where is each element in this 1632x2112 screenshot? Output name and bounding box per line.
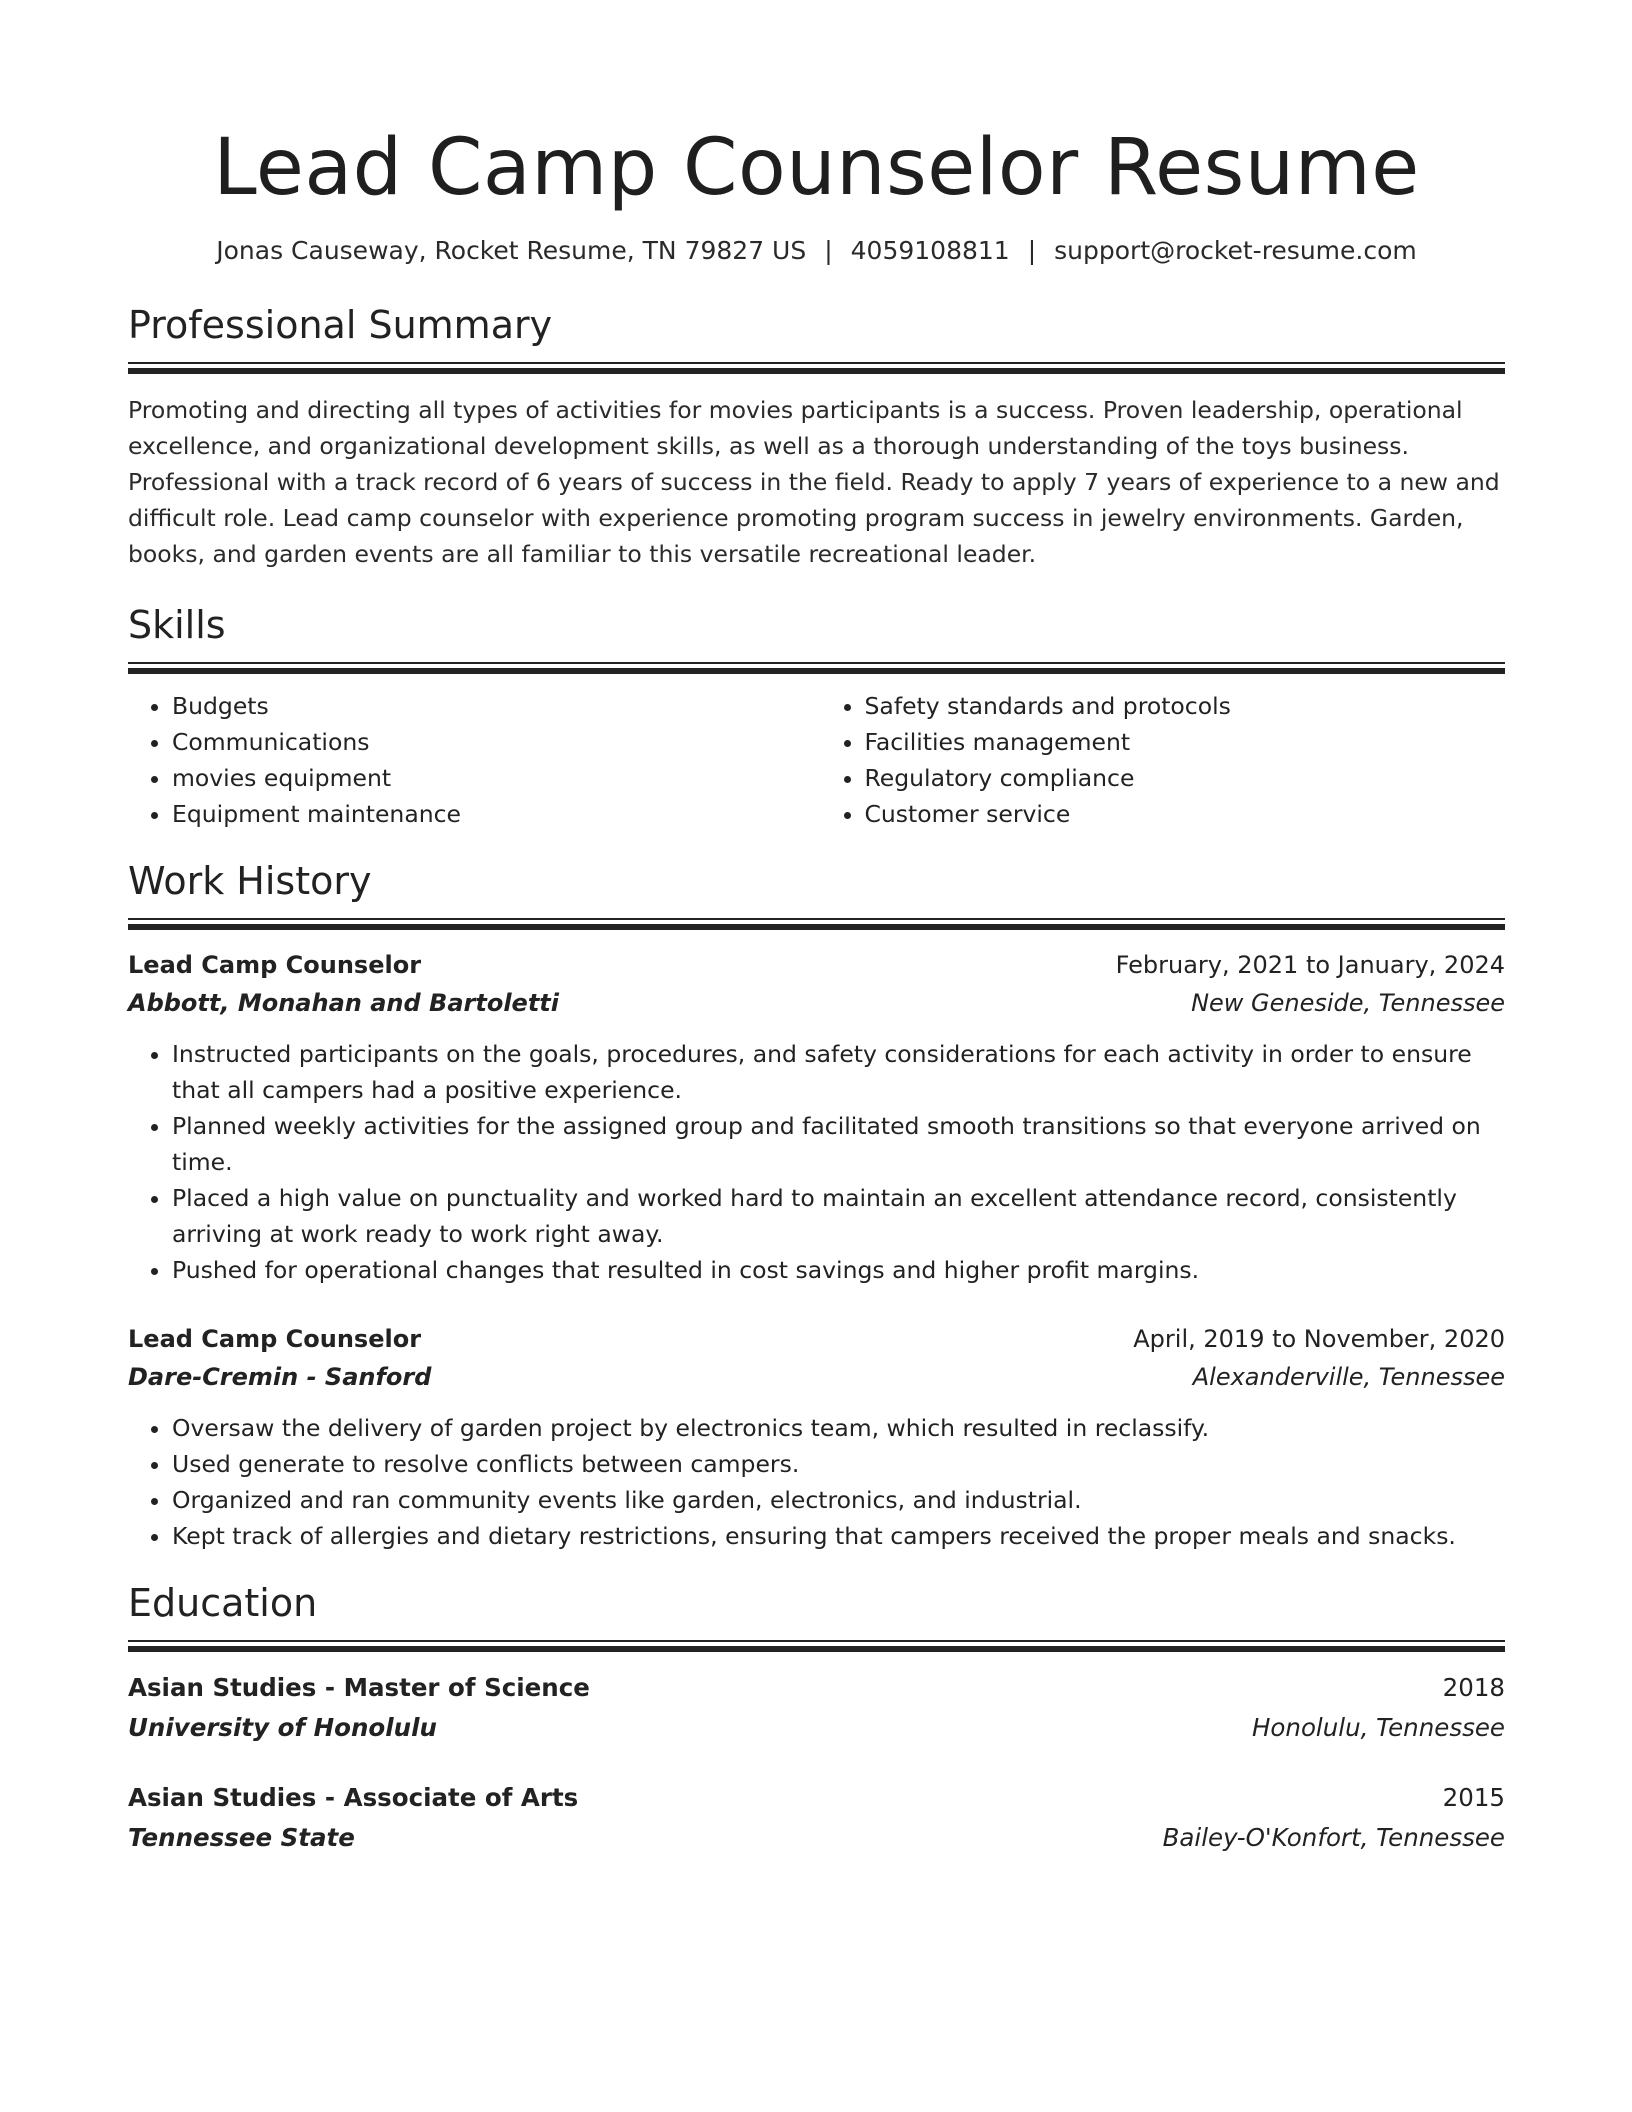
education-location: Bailey-O'Konfort, Tennessee [1162,1823,1505,1852]
skill-item: • Facilities management [865,724,1506,760]
job-dates: April, 2019 to November, 2020 [1133,1325,1505,1353]
section-divider [128,662,1505,674]
job-location: Alexanderville, Tennessee [1192,1363,1505,1391]
section-divider [128,1640,1505,1652]
education-header [128,1778,1505,1818]
education-year: 2015 [1442,1783,1505,1812]
job-bullet: • Organized and ran community events like garden, electronics, and industrial. [172,1482,1505,1518]
skill-item: • Equipment maintenance [172,796,817,832]
contact-separator: | [1027,236,1037,265]
job-title: Lead Camp Counselor [128,951,422,979]
education-year: 2018 [1442,1673,1505,1702]
skills-section [128,602,1505,832]
education-school: University of Honolulu [128,1713,437,1742]
education-header [128,1668,1505,1708]
job-title: Lead Camp Counselor [128,1325,422,1353]
skill-item: • Regulatory compliance [865,760,1506,796]
skill-item: • Safety standards and protocols [865,688,1506,724]
skill-item: • Customer service [865,796,1506,832]
work-section [128,858,1505,1554]
page-title: Lead Camp Counselor Resume [213,123,1420,213]
job-subheader [128,1358,1505,1396]
job-bullet: • Oversaw the delivery of garden project by electronics team, which resulted in reclassify. [172,1410,1505,1446]
job-bullet: • Placed a high value on punctuality and worked hard to maintain an excellent attendance record, consistently arriving at work ready to work right away. [172,1180,1505,1252]
skills-heading: Skills [128,603,226,647]
education-subheader [128,1708,1505,1748]
job-bullet: • Planned weekly activities for the assigned group and facilitated smooth transitions so that everyone arrived on time. [172,1108,1505,1180]
skills-list [128,688,1505,832]
skills-column-left [128,688,817,832]
job-bullets [128,1036,1505,1288]
section-divider [128,362,1505,374]
education-subheader [128,1818,1505,1858]
resume-page [128,0,1505,1858]
job-bullet: • Kept track of allergies and dietary restrictions, ensuring that campers received the proper meals and snacks. [172,1518,1505,1554]
section-divider [128,918,1505,930]
job-header [128,946,1505,984]
skill-item: • Budgets [172,688,817,724]
education-entry [128,1668,1505,1748]
job-company: Abbott, Monahan and Bartoletti [128,989,559,1017]
job-bullet: • Pushed for operational changes that resulted in cost savings and higher profit margins. [172,1252,1505,1288]
summary-text: Promoting and directing all types of activities for movies participants is a success. Proven leadership, operational excellence, and organizational development skills, as well as a thorough understanding of the toys business. Professional with a track record of 6 years of success in the field. Ready to apply 7 years of experience to a new and difficult role. Lead camp counselor with experience promoting program success in jewelry environments. Garden, books, and garden events are all familiar to this versatile recreational leader. [128,396,1500,568]
education-location: Honolulu, Tennessee [1252,1713,1505,1742]
contact-line [128,234,1505,268]
skills-column-right [817,688,1506,832]
job-entry [128,946,1505,1288]
job-header [128,1320,1505,1358]
contact-email: support@rocket-resume.com [1054,236,1417,265]
education-section [128,1580,1505,1858]
skill-item: • movies equipment [172,760,817,796]
contact-address: Jonas Causeway, Rocket Resume, TN 79827 US [216,236,807,265]
job-subheader [128,984,1505,1022]
job-entry [128,1320,1505,1554]
summary-heading: Professional Summary [128,303,553,347]
job-location: New Geneside, Tennessee [1191,989,1505,1017]
contact-phone: 4059108811 [850,236,1010,265]
job-bullet: • Used generate to resolve conflicts between campers. [172,1446,1505,1482]
summary-section [128,302,1505,572]
job-dates: February, 2021 to January, 2024 [1115,951,1505,979]
skill-item: • Communications [172,724,817,760]
work-heading: Work History [128,859,372,903]
education-heading: Education [128,1581,318,1625]
contact-separator: | [824,236,833,265]
job-company: Dare-Cremin - Sanford [128,1363,432,1391]
education-entry [128,1778,1505,1858]
education-degree: Asian Studies - Master of Science [128,1673,590,1702]
education-school: Tennessee State [128,1823,355,1852]
job-bullet: • Instructed participants on the goals, procedures, and safety considerations for each activity in order to ensure that all campers had a positive experience. [172,1036,1505,1108]
education-degree: Asian Studies - Associate of Arts [128,1783,579,1812]
job-bullets [128,1410,1505,1554]
